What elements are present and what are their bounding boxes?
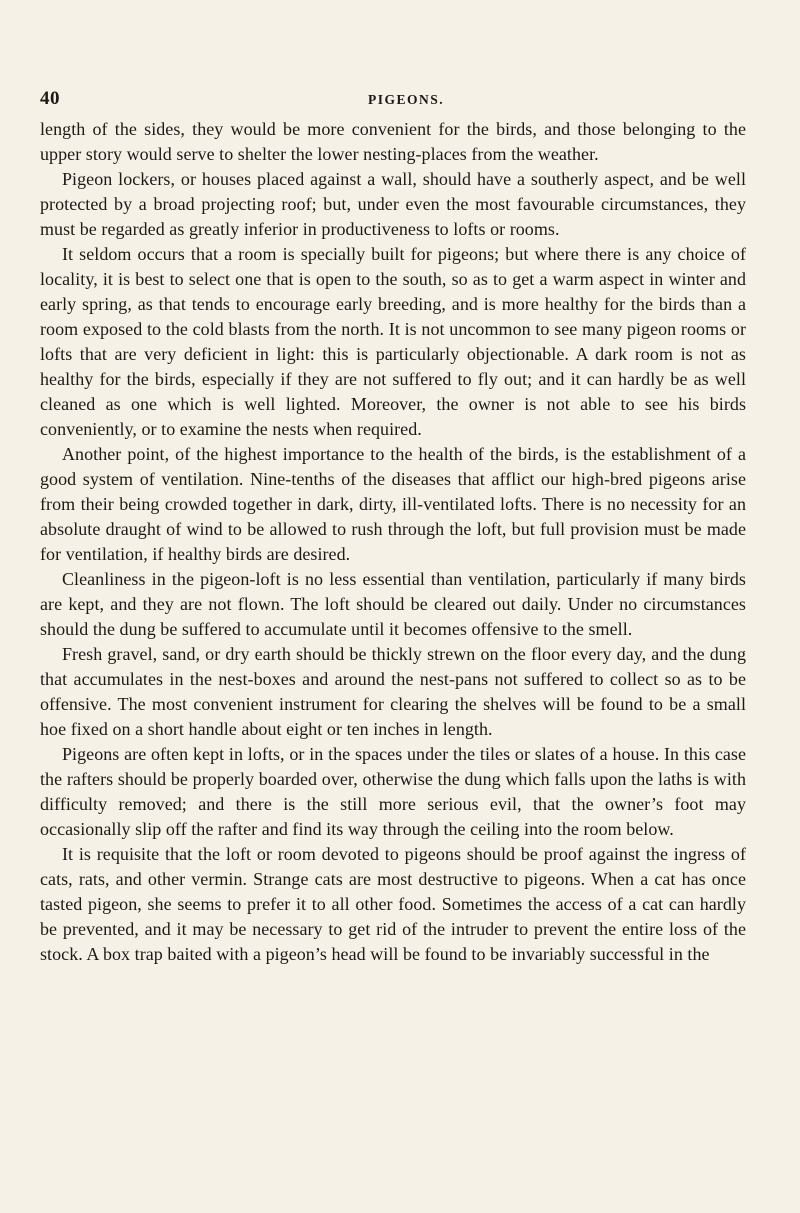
body-text	[40, 117, 746, 967]
paragraph: Another point, of the highest importance to the health of the birds, is the establishment of a good system of ventilation. Nine-tenths of the diseases that afflict our high-bred pigeons arise from their being crowded together in dark, dirty, ill-ventilated lofts. There is no necessity for an absolute draught of wind to be allowed to rush through the loft, but full provision must be made for ventilation, if healthy birds are desired.	[40, 444, 746, 564]
paragraph: Pigeon lockers, or houses placed against a wall, should have a southerly aspect, and be well protected by a broad projecting roof; but, under even the most favourable circumstances, they must be regarded as greatly inferior in productiveness to lofts or rooms.	[40, 169, 746, 239]
running-head: PIGEONS.	[368, 92, 445, 107]
paragraph: It seldom occurs that a room is specially built for pigeons; but where there is any choice of locality, it is best to select one that is open to the south, so as to get a warm aspect in winter and early spring, as that tends to encourage early breeding, and is more healthy for the birds than a room exposed to the cold blasts from the north. It is not uncommon to see many pigeon rooms or lofts that are very deficient in light: this is particularly objectionable. A dark room is not as healthy for the birds, especially if they are not suffered to fly out; and it can hardly be as well cleaned as one which is well lighted. Moreover, the owner is not able to see his birds conveniently, or to examine the nests when required.	[40, 244, 746, 439]
paragraph: length of the sides, they would be more convenient for the birds, and those belonging to the upper story would serve to shelter the lower nesting-places from the weather.	[40, 119, 746, 164]
paragraph: Cleanliness in the pigeon-loft is no less essential than ventilation, particularly if many birds are kept, and they are not flown. The loft should be cleared out daily. Under no circumstances should the dung be suffered to accumulate until it becomes offensive to the smell.	[40, 569, 746, 639]
paragraph: It is requisite that the loft or room devoted to pigeons should be proof against the ingress of cats, rats, and other vermin. Strange cats are most destructive to pigeons. When a cat has once tasted pigeon, she seems to prefer it to all other food. Sometimes the access of a cat can hardly be prevented, and it may be necessary to get rid of the intruder to prevent the entire loss of the stock. A box trap baited with a pigeon’s head will be found to be invariably successful in the	[40, 844, 746, 964]
page-header	[40, 88, 780, 112]
paragraph: Pigeons are often kept in lofts, or in the spaces under the tiles or slates of a house. In this case the rafters should be properly boarded over, otherwise the dung which falls upon the laths is with difficulty removed; and there is the still more serious evil, that the owner’s foot may occasionally slip off the rafter and find its way through the ceiling into the room below.	[40, 744, 746, 839]
paragraph: Fresh gravel, sand, or dry earth should be thickly strewn on the floor every day, and the dung that accumulates in the nest-boxes and around the nest-pans not suffered to collect so as to be offensive. The most convenient instrument for clearing the shelves will be found to be a small hoe fixed on a short handle about eight or ten inches in length.	[40, 644, 746, 739]
page-number: 40	[40, 88, 60, 109]
